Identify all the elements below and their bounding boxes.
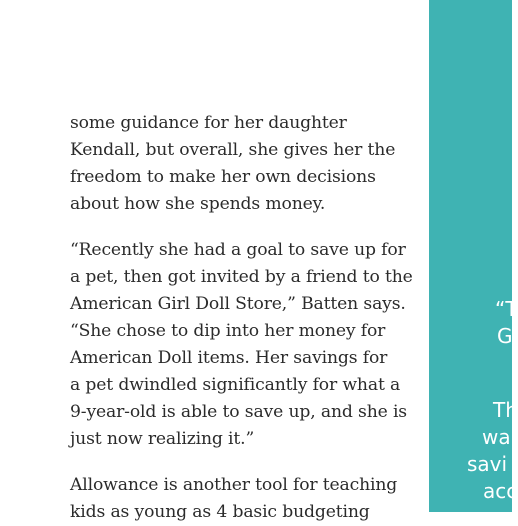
text-line: American Girl Doll Store,” Batten says. xyxy=(70,294,406,314)
article-body xyxy=(70,110,413,526)
text-line: a pet, then got invited by a friend to the xyxy=(70,267,413,287)
pull-quote-fragment: G xyxy=(497,324,513,348)
text-line: “Recently she had a goal to save up for xyxy=(70,240,406,260)
pull-quote-fragment: Th xyxy=(493,398,518,422)
text-line: 9-year-old is able to save up, and she is xyxy=(70,402,407,422)
text-line: American Doll items. Her savings for xyxy=(70,348,388,368)
text-line: just now realizing it.” xyxy=(70,429,255,449)
text-line: a pet dwindled significantly for what a xyxy=(70,375,401,395)
text-line: kids as young as 4 basic budgeting xyxy=(70,502,370,522)
text-line: about how she spends money. xyxy=(70,194,326,214)
pull-quote-fragment: acc xyxy=(483,479,518,503)
pull-quote-panel xyxy=(429,0,518,512)
text-line: “She chose to dip into her money for xyxy=(70,321,386,341)
paragraph-2 xyxy=(70,237,413,453)
pull-quote-fragment: wa xyxy=(482,425,511,449)
text-line: Allowance is another tool for teaching xyxy=(70,475,398,495)
text-line: some guidance for her daughter xyxy=(70,113,347,133)
pull-quote-fragment: savi xyxy=(467,452,508,476)
text-line: Kendall, but overall, she gives her the xyxy=(70,140,396,160)
pull-quote-fragment: “T xyxy=(495,297,518,321)
text-line: freedom to make her own decisions xyxy=(70,167,376,187)
paragraph-3 xyxy=(70,472,410,526)
paragraph-1 xyxy=(70,110,410,218)
